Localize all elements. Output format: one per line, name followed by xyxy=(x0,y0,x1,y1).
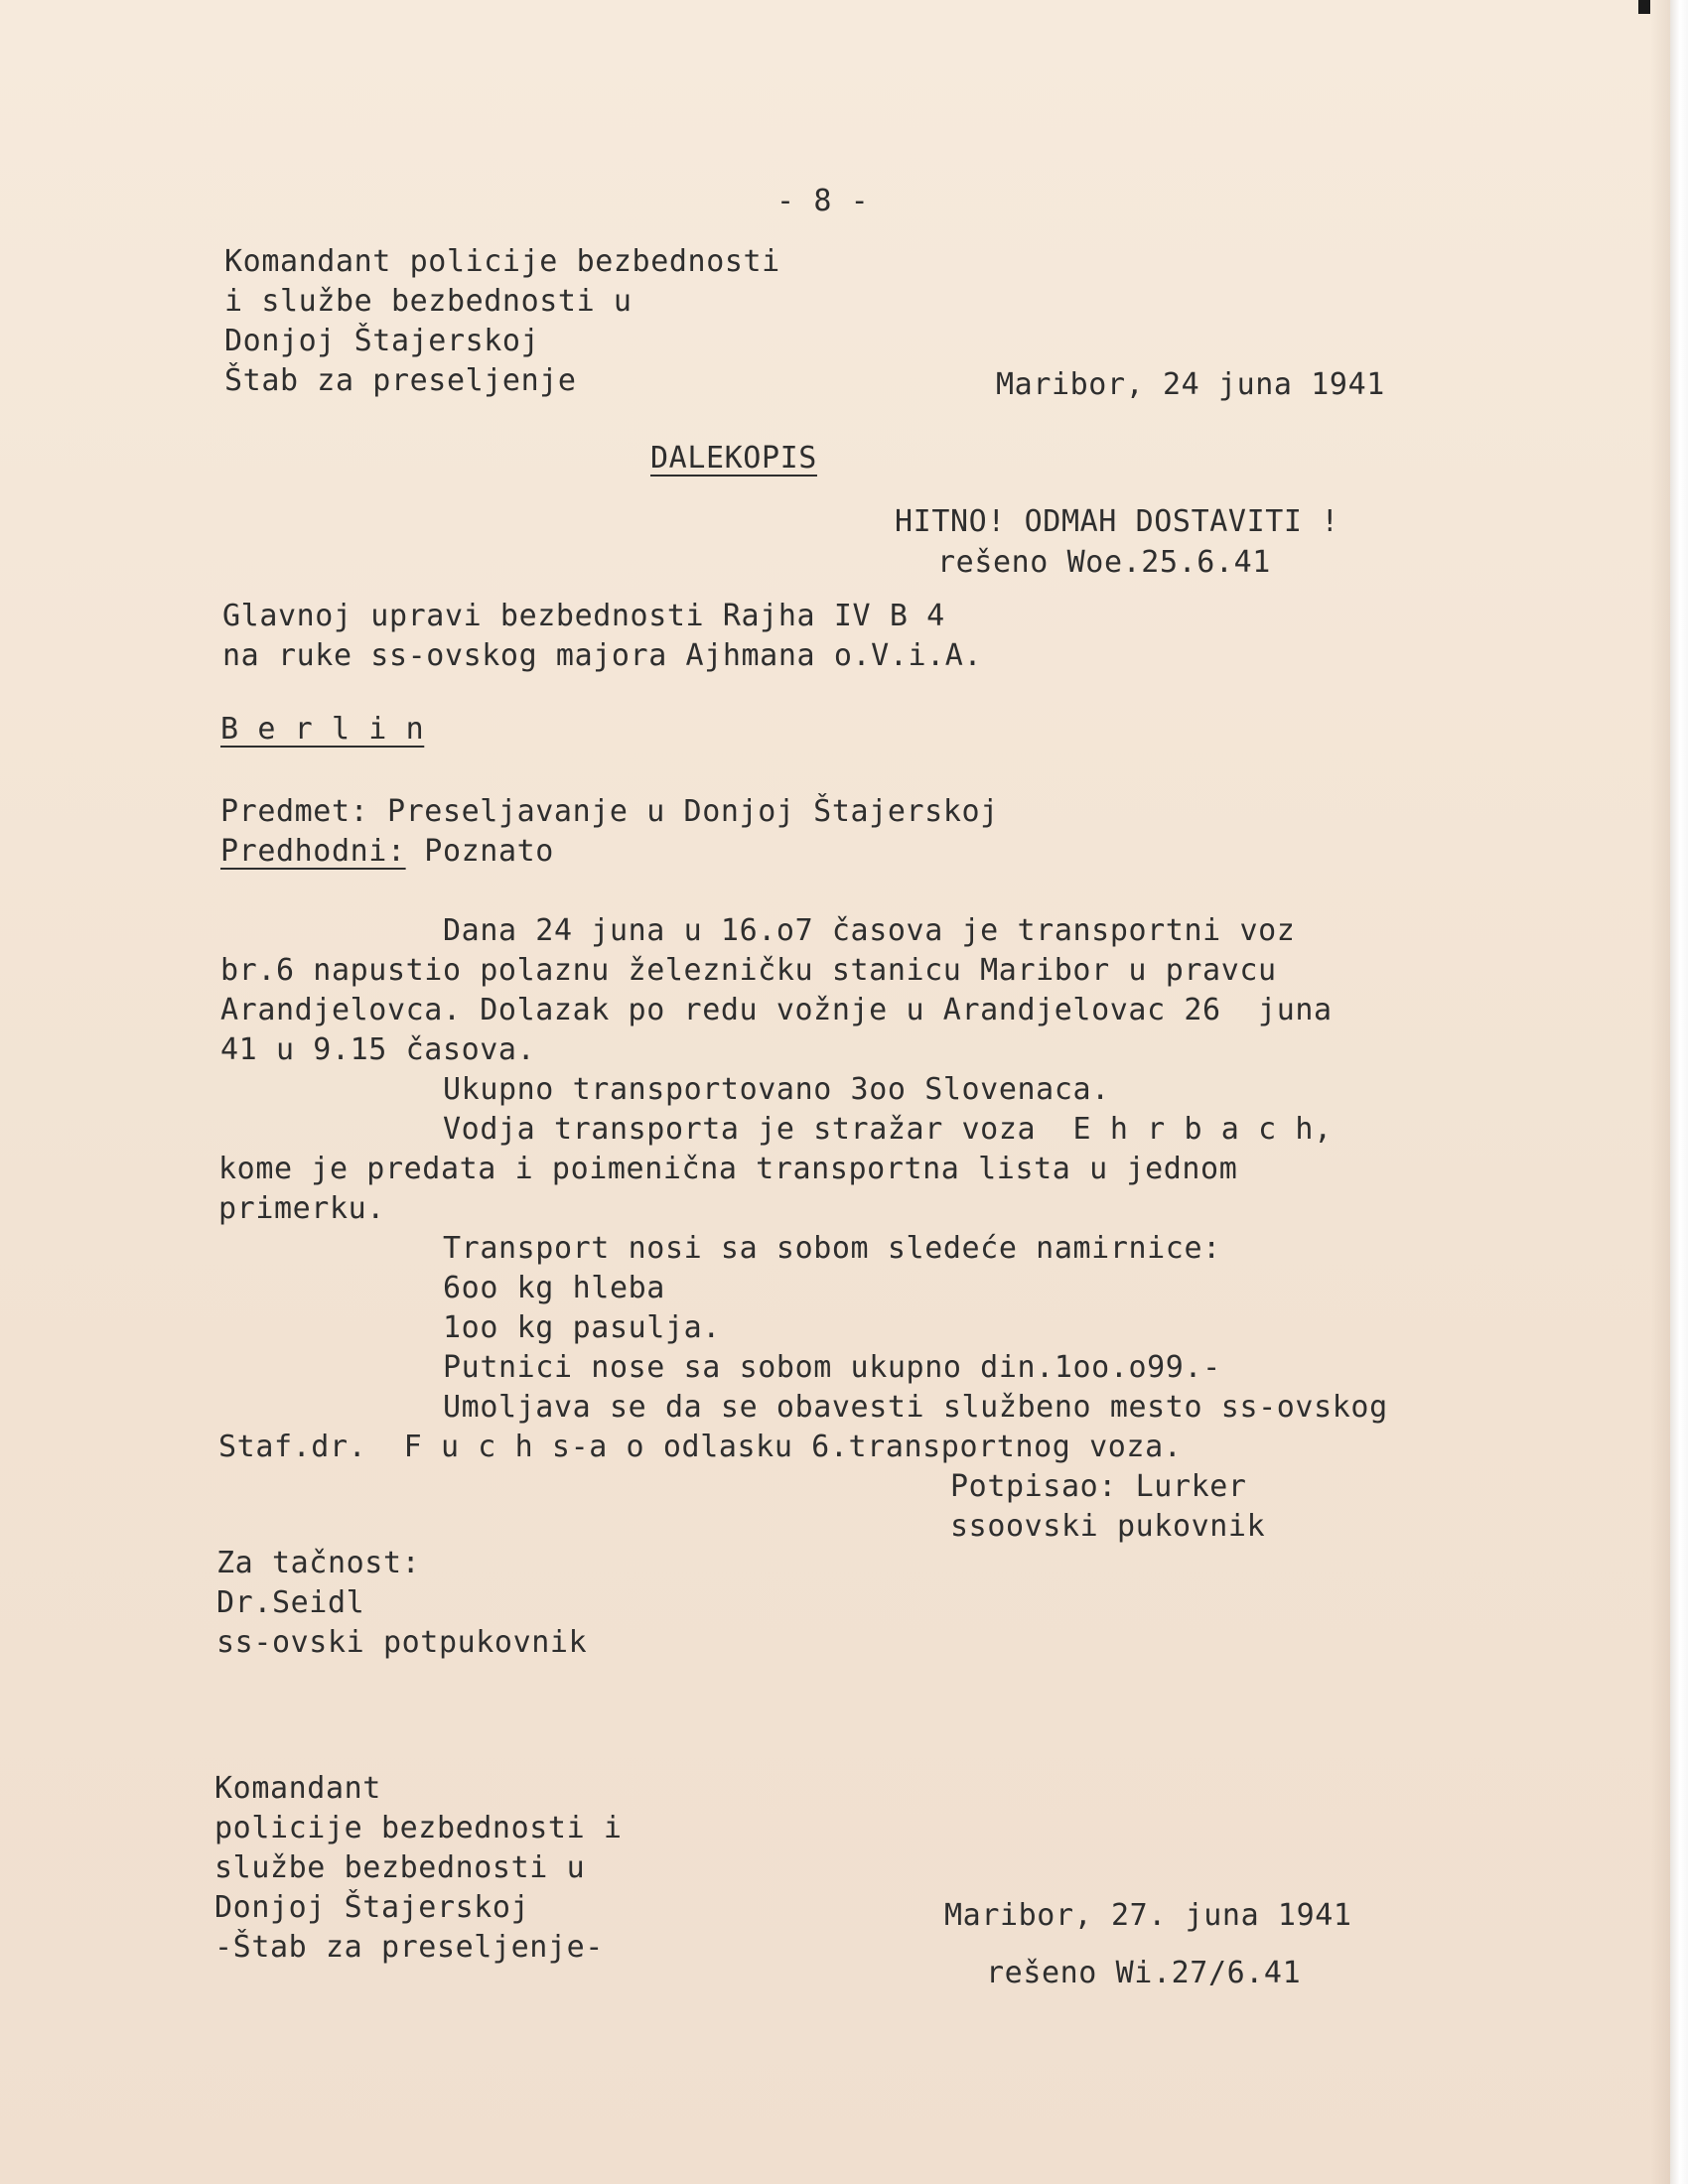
letter2-sender-line-4: Donjoj Štajerskoj xyxy=(214,1890,530,1925)
certification-line-2: Dr.Seidl xyxy=(216,1585,365,1620)
body-line-11: 1oo kg pasulja. xyxy=(443,1310,721,1345)
previous-text: Poznato xyxy=(424,834,554,869)
body-line-10: 6oo kg hleba xyxy=(443,1271,665,1305)
document-heading: DALEKOPIS xyxy=(650,441,817,476)
subject-text: Preseljavanje u Donjoj Štajerskoj xyxy=(386,794,999,829)
letter2-sender-line-3: službe bezbednosti u xyxy=(214,1850,586,1885)
body-line-12: Putnici nose sa sobom ukupno din.1oo.o99.- xyxy=(443,1350,1221,1385)
certification-line-1: Za tačnost: xyxy=(216,1546,421,1580)
place-date: Maribor, 24 juna 1941 xyxy=(996,367,1385,402)
page-number: - 8 - xyxy=(776,184,870,218)
sender-line-1: Komandant policije bezbednosti xyxy=(224,244,780,279)
body-line-14: Staf.dr. F u c h s-a o odlasku 6.transportnog voza. xyxy=(218,1430,1183,1464)
letter2-sender-line-5: -Štab za preseljenje- xyxy=(214,1930,604,1965)
letter2-place-date: Maribor, 27. juna 1941 xyxy=(944,1898,1352,1933)
body-line-6: Vodja transporta je stražar voza E h r b a c h, xyxy=(443,1112,1333,1147)
urgent-notice: HITNO! ODMAH DOSTAVITI ! xyxy=(895,504,1339,539)
certification-line-3: ss-ovski potpukovnik xyxy=(216,1625,588,1660)
recipient-city: B e r l i n xyxy=(220,712,425,747)
previous-label: Predhodni: xyxy=(220,834,406,869)
sender-line-2: i službe bezbednosti u xyxy=(224,284,633,319)
body-line-2: br.6 napustio polaznu železničku stanicu Maribor u pravcu xyxy=(220,953,1277,988)
corner-mark xyxy=(1638,0,1650,14)
subject-label: Predmet: xyxy=(220,794,369,829)
recipient-line-1: Glavnoj upravi bezbednosti Rajha IV B 4 xyxy=(222,599,945,633)
body-line-3: Arandjelovca. Dolazak po redu vožnje u Arandjelovac 26 juna xyxy=(220,993,1333,1027)
previous-line xyxy=(220,832,554,872)
body-line-4: 41 u 9.15 časova. xyxy=(220,1032,536,1067)
letter2-sender-line-2: policije bezbednosti i xyxy=(214,1811,623,1845)
body-line-9: Transport nosi sa sobom sledeće namirnice: xyxy=(443,1231,1221,1266)
body-line-5: Ukupno transportovano 3oo Slovenaca. xyxy=(443,1072,1110,1107)
signature-line-2: ssoovski pukovnik xyxy=(950,1509,1266,1544)
body-line-1: Dana 24 juna u 16.o7 časova je transportni voz xyxy=(443,913,1296,948)
paper-edge-shadow xyxy=(1650,0,1670,2184)
paper-edge xyxy=(1670,0,1688,2184)
sender-line-4: Štab za preseljenje xyxy=(224,363,577,398)
resolved-note: rešeno Woe.25.6.41 xyxy=(937,545,1271,580)
body-line-7: kome je predata i poimenična transportna lista u jednom xyxy=(218,1152,1238,1186)
recipient-line-2: na ruke ss-ovskog majora Ajhmana o.V.i.A. xyxy=(222,638,983,673)
letter2-resolved-note: rešeno Wi.27/6.41 xyxy=(986,1956,1302,1990)
body-line-8: primerku. xyxy=(218,1191,385,1226)
subject-line xyxy=(220,792,999,832)
letter2-sender-line-1: Komandant xyxy=(214,1771,381,1806)
sender-line-3: Donjoj Štajerskoj xyxy=(224,324,540,358)
body-line-13: Umoljava se da se obavesti službeno mesto ss-ovskog xyxy=(443,1390,1388,1425)
signature-line-1: Potpisao: Lurker xyxy=(950,1469,1247,1504)
